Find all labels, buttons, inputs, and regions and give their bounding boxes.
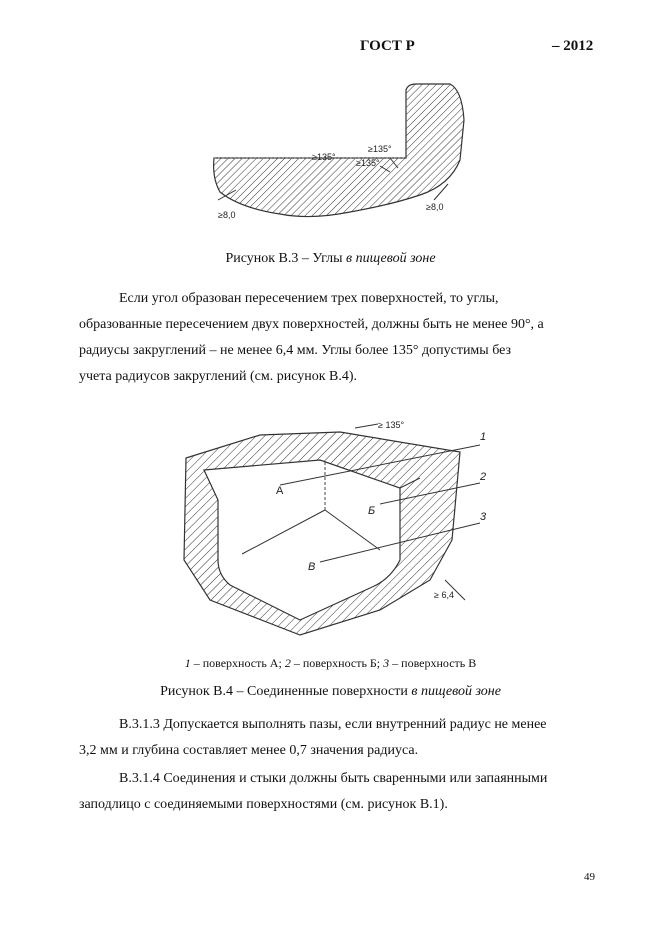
b3-angle-label-1: ≥135° bbox=[312, 152, 336, 162]
figure-b4-caption-text: Рисунок В.4 – Соединенные поверхности bbox=[160, 684, 412, 699]
paragraph-3-line: заподлицо с соединяемыми поверхностями (см. рисунок В.1). bbox=[79, 797, 448, 812]
paragraph-2-line: В.3.1.3 Допускается выполнять пазы, если внутренний радиус не менее bbox=[119, 717, 547, 732]
legend-num-1: 1 bbox=[184, 656, 191, 670]
paragraph-1-line: радиусы закруглений – не менее 6,4 мм. Углы более 135° допустимы без bbox=[79, 343, 512, 358]
paragraph-3-line: В.3.1.4 Соединения и стыки должны быть сваренными или запаянными bbox=[119, 771, 548, 786]
figure-b3-caption-italic: в пищевой зоне bbox=[346, 251, 436, 266]
b4-callout-1: 1 bbox=[480, 431, 487, 443]
paragraph-2 bbox=[79, 712, 599, 764]
figure-b3-caption bbox=[0, 251, 661, 267]
paragraph-1-line: учета радиусов закруглений (см. рисунок В.4). bbox=[79, 369, 358, 384]
figure-b4-legend bbox=[0, 656, 661, 671]
b4-surface-b: Б bbox=[368, 505, 376, 517]
figure-b4-caption-italic: в пищевой зоне bbox=[411, 684, 501, 699]
b4-radius-label: ≥ 6,4 bbox=[434, 590, 454, 600]
paragraph-1-line: Если угол образован пересечением трех поверхностей, то углы, bbox=[119, 291, 499, 306]
figure-b3 bbox=[200, 80, 480, 230]
b4-callout-3: 3 bbox=[480, 511, 487, 523]
b3-angle-label-2: ≥135° bbox=[368, 144, 392, 154]
paragraph-1 bbox=[79, 286, 599, 390]
b4-surface-a: А bbox=[276, 485, 284, 497]
figure-b4 bbox=[180, 410, 500, 640]
b4-angle-label: ≥ 135° bbox=[378, 420, 405, 430]
legend-num-3: 3 bbox=[383, 656, 390, 670]
legend-text-3: – поверхность В bbox=[389, 656, 477, 670]
paragraph-2-line: 3,2 мм и глубина составляет менее 0,7 значения радиуса. bbox=[79, 743, 419, 758]
figure-b4-caption bbox=[0, 684, 661, 700]
b3-radius-label-right: ≥8,0 bbox=[426, 202, 444, 212]
b3-radius-label-left: ≥8,0 bbox=[218, 210, 236, 220]
b3-angle-label-3: ≥135° bbox=[356, 158, 380, 168]
b4-callout-2: 2 bbox=[480, 471, 487, 483]
b3-profile bbox=[214, 84, 464, 217]
paragraph-1-line: образованные пересечением двух поверхностей, должны быть не менее 90°, а bbox=[79, 317, 544, 332]
legend-num-2: 2 bbox=[284, 656, 291, 670]
page-number: 49 bbox=[584, 871, 595, 883]
standard-code: ГОСТ Р bbox=[360, 38, 415, 54]
standard-year: – 2012 bbox=[552, 38, 594, 54]
paragraph-3 bbox=[79, 766, 599, 818]
legend-text-1: – поверхность А; bbox=[190, 656, 285, 670]
b4-surface-v: В bbox=[308, 561, 316, 573]
figure-b3-caption-text: Рисунок В.3 – Углы bbox=[225, 251, 346, 266]
legend-text-2: – поверхность Б; bbox=[290, 656, 384, 670]
